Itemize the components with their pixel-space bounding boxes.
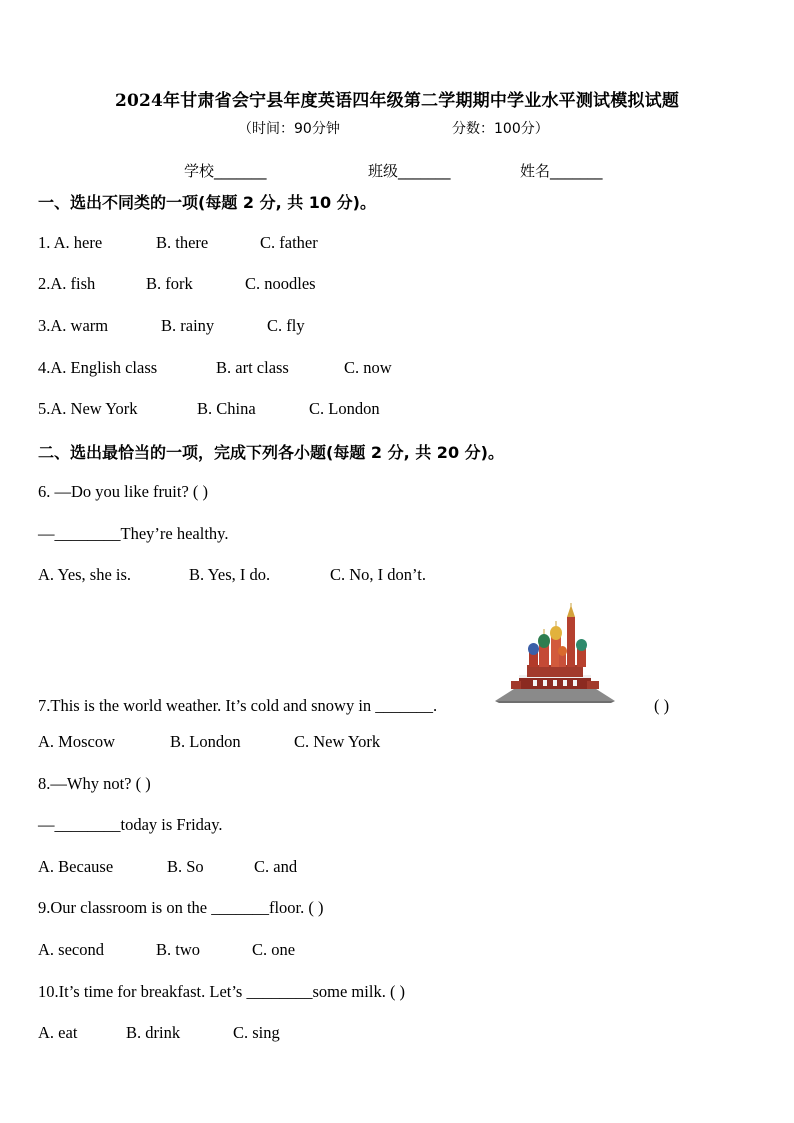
question-9-option-b: B. two — [156, 940, 201, 959]
question-5-option-c: C. London — [309, 399, 380, 418]
question-4-option-b: B. art class — [216, 358, 289, 377]
question-2-option-c: C. noodles — [245, 274, 316, 293]
school-field: 学校_______ — [184, 162, 267, 180]
question-10-option-a: A. eat — [38, 1023, 78, 1042]
question-3-option-a: 3.A. warm — [38, 316, 109, 335]
question-6-answer-line: —________They’re healthy. — [38, 524, 229, 543]
question-9-stem: 9.Our classroom is on the _______floor. ( ) — [38, 898, 324, 917]
question-7-stem: 7.This is the world weather. It’s cold and snowy in _______. — [38, 696, 438, 715]
question-5-option-b: B. China — [197, 399, 256, 418]
question-8-option-a: A. Because — [38, 857, 114, 876]
question-8-option-b: B. So — [167, 857, 204, 876]
name-field: 姓名_______ — [520, 162, 603, 180]
exam-score: 分数：100分） — [452, 121, 549, 137]
question-3-option-c: C. fly — [267, 316, 305, 335]
question-7-answer-paren: ( ) — [654, 696, 670, 715]
question-7-option-a: A. Moscow — [38, 732, 115, 751]
question-9-option-c: C. one — [252, 940, 296, 959]
class-field: 班级_______ — [368, 162, 451, 180]
question-6-stem: 6. —Do you like fruit? ( ) — [38, 482, 209, 501]
section-heading-1: 一、选出不同类的一项(每题 2 分, 共 10 分)。 — [38, 193, 376, 212]
question-2-option-b: B. fork — [146, 274, 193, 293]
question-10-stem: 10.It’s time for breakfast. Let’s ________some milk. ( ) — [38, 982, 406, 1001]
question-2-option-a: 2.A. fish — [38, 274, 96, 293]
question-9-option-a: A. second — [38, 940, 104, 959]
question-6-option-a: A. Yes, she is. — [38, 565, 132, 584]
question-1-option-b: B. there — [156, 233, 209, 252]
question-10-option-c: C. sing — [233, 1023, 280, 1042]
st-basils-cathedral-picture — [493, 603, 617, 703]
question-1-option-a: 1. A. here — [38, 233, 103, 252]
question-8-option-c: C. and — [254, 857, 298, 876]
question-10-option-b: B. drink — [126, 1023, 181, 1042]
question-5-option-a: 5.A. New York — [38, 399, 138, 418]
question-6-option-b: B. Yes, I do. — [189, 565, 271, 584]
question-8-stem: 8.—Why not? ( ) — [38, 774, 151, 793]
question-8-answer-line: —________today is Friday. — [38, 815, 223, 834]
question-7-option-b: B. London — [170, 732, 241, 751]
question-6-option-c: C. No, I don’t. — [330, 565, 426, 584]
section-heading-2: 二、选出最恰当的一项，完成下列各小题(每题 2 分, 共 20 分)。 — [38, 443, 504, 462]
question-3-option-b: B. rainy — [161, 316, 215, 335]
exam-time: （时间：90分钟 — [238, 121, 340, 137]
question-1-option-c: C. father — [260, 233, 318, 252]
question-7-option-c: C. New York — [294, 732, 381, 751]
question-4-option-c: C. now — [344, 358, 392, 377]
exam-title: 2024年甘肃省会宁县年度英语四年级第二学期期中学业水平测试模拟试题 — [114, 91, 680, 111]
question-4-option-a: 4.A. English class — [38, 358, 158, 377]
